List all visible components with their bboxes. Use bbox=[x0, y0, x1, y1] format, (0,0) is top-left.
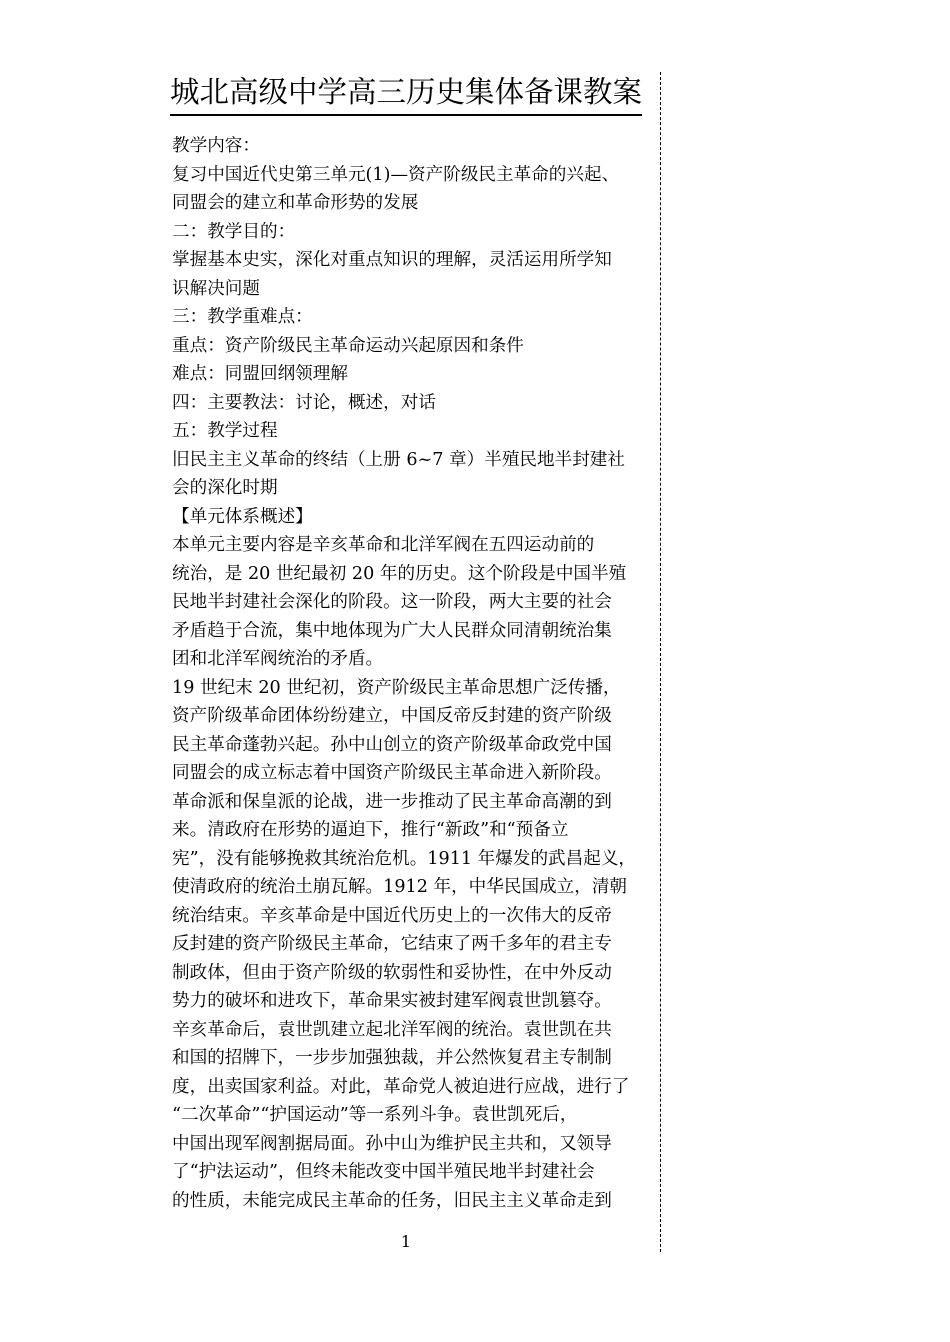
body-text-line: 制政体，但由于资产阶级的软弱性和妥协性，在中外反动 bbox=[172, 962, 612, 983]
body-text-line: 会的深化时期 bbox=[172, 478, 278, 498]
body-text-line: 中国出现军阀割据局面。孙中山为维护民主共和，又领导 bbox=[172, 1133, 612, 1154]
body-text-line: 19 世纪末 20 世纪初，资产阶级民主革命思想广泛传播， bbox=[172, 677, 621, 698]
body-text-line: 的性质，未能完成民主革命的任务，旧民主主义革命走到 bbox=[172, 1190, 612, 1211]
body-text-line: 度，出卖国家利益。对此，革命党人被迫进行应战，进行了 bbox=[172, 1076, 630, 1097]
body-text-line: 旧民主主义革命的终结（上册 6~7 章）半殖民地半封建社 bbox=[172, 449, 625, 470]
binding-margin-dashed-line bbox=[660, 72, 661, 1252]
body-text-line: 矛盾趋于合流，集中地体现为广大人民群众同清朝统治集 bbox=[172, 620, 612, 641]
body-text-line: 宪”，没有能够挽救其统治危机。1911 年爆发的武昌起义， bbox=[172, 848, 637, 869]
body-text-line: 民地半封建社会深化的阶段。这一阶段，两大主要的社会 bbox=[172, 592, 612, 612]
body-text-line: 难点：同盟回纲领理解 bbox=[172, 364, 348, 384]
body-text-line: 四：主要教法：讨论，概述，对话 bbox=[172, 392, 436, 413]
body-text-line: 同盟会的建立和革命形势的发展 bbox=[172, 193, 419, 213]
body-text-line: 资产阶级革命团体纷纷建立，中国反帝反封建的资产阶级 bbox=[172, 706, 612, 726]
body-text-line: 复习中国近代史第三单元(1)—资产阶级民主革命的兴起、 bbox=[172, 164, 620, 185]
body-text-line: 革命派和保皇派的论战，进一步推动了民主革命高潮的到 bbox=[172, 791, 612, 812]
body-text-line: 同盟会的成立标志着中国资产阶级民主革命进入新阶段。 bbox=[172, 763, 612, 783]
body-text-line: 教学内容： bbox=[172, 136, 260, 156]
body-text-line: 团和北洋军阀统治的矛盾。 bbox=[172, 649, 384, 669]
body-text-line: 本单元主要内容是辛亥革命和北洋军阀在五四运动前的 bbox=[172, 535, 595, 555]
page-number: 1 bbox=[400, 1232, 412, 1251]
body-text-line: 势力的破坏和进攻下，革命果实被封建军阀袁世凯篡夺。 bbox=[172, 991, 612, 1011]
body-text-line: 使清政府的统治土崩瓦解。1912 年，中华民国成立，清朝 bbox=[172, 877, 628, 897]
body-text-line: “二次革命”“护国运动”等一系列斗争。袁世凯死后， bbox=[172, 1105, 578, 1125]
body-text-line: 识解决问题 bbox=[172, 278, 260, 299]
body-text-line: 和国的招牌下，一步步加强独裁，并公然恢复君主专制制 bbox=[172, 1048, 612, 1068]
document-title: 城北高级中学高三历史集体备课教案 bbox=[170, 70, 642, 116]
body-text-line: 辛亥革命后，袁世凯建立起北洋军阀的统治。袁世凯在共 bbox=[172, 1019, 612, 1040]
body-text-line: 来。清政府在形势的逼迫下，推行“新政”和“预备立 bbox=[172, 820, 569, 840]
body-text-line: 民主革命蓬勃兴起。孙中山创立的资产阶级革命政党中国 bbox=[172, 734, 612, 755]
body-text-line: 统治结束。辛亥革命是中国近代历史上的一次伟大的反帝 bbox=[172, 905, 612, 926]
body-text-line: 反封建的资产阶级民主革命，它结束了两千多年的君主专 bbox=[172, 934, 612, 954]
body-text-line: 二：教学目的： bbox=[172, 221, 296, 242]
body-text-line: 重点：资产阶级民主革命运动兴起原因和条件 bbox=[172, 335, 524, 356]
document-body bbox=[172, 132, 648, 1215]
body-text-line: 【单元体系概述】 bbox=[172, 506, 313, 527]
body-text-line: 掌握基本史实，深化对重点知识的理解，灵活运用所学知 bbox=[172, 250, 612, 270]
body-text-line: 统治，是 20 世纪最初 20 年的历史。这个阶段是中国半殖 bbox=[172, 563, 627, 584]
body-text-line: 三：教学重难点： bbox=[172, 307, 313, 327]
body-text-line: 五：教学过程 bbox=[172, 421, 278, 441]
body-text-line: 了“护法运动”，但终未能改变中国半殖民地半封建社会 bbox=[172, 1162, 595, 1182]
